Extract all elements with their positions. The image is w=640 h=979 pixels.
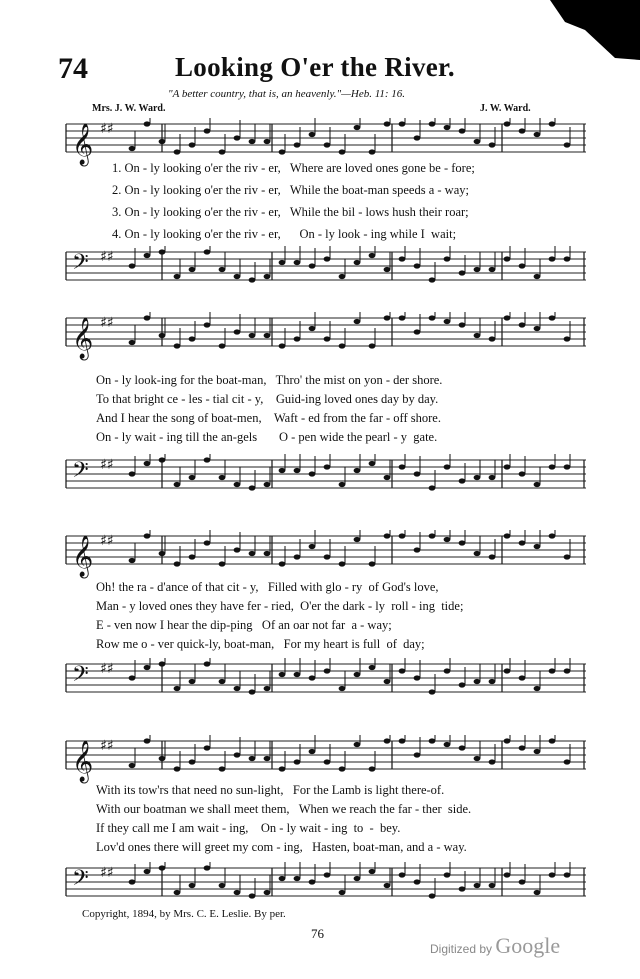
note-head (354, 876, 361, 881)
note-head (249, 551, 256, 556)
note-head (564, 668, 571, 673)
note-head (324, 554, 331, 559)
verse-1-line: Oh! the ra - d'ance of that cit - y, Filled with glo - ry of God's love, (96, 580, 439, 594)
note-head (249, 139, 256, 144)
note-head (159, 756, 166, 761)
note-head (204, 249, 211, 254)
key-signature-icon: ♯♯ (100, 865, 114, 881)
note-head (219, 475, 226, 480)
note-head (354, 260, 361, 265)
note-head (189, 883, 196, 888)
note-head (399, 256, 406, 261)
note-head (294, 672, 301, 677)
note-head (489, 883, 496, 888)
note-head (264, 139, 271, 144)
note-head (504, 668, 511, 673)
note-head (249, 485, 256, 490)
treble-clef-icon: 𝄞 (72, 124, 94, 165)
copyright-notice: Copyright, 1894, by Mrs. C. E. Leslie. By per. (82, 908, 286, 920)
bass-clef-icon: 𝄢 (72, 662, 89, 692)
note-head (549, 464, 556, 469)
note-head (369, 561, 376, 566)
note-head (474, 883, 481, 888)
note-head (264, 686, 271, 691)
note-head (129, 879, 136, 884)
note-head (504, 872, 511, 877)
verse-2-line: Man - y loved ones they have fer - ried, O'er the dark - ly roll - ing tide; (96, 599, 464, 613)
note-head (129, 146, 136, 151)
note-head (399, 668, 406, 673)
note-head (279, 672, 286, 677)
note-head (384, 679, 391, 684)
note-head (414, 263, 421, 268)
note-head (489, 336, 496, 341)
verse-4-line: On - ly wait - ing till the an-gels O - pen wide the pearl - y gate. (96, 430, 438, 444)
note-head (159, 139, 166, 144)
note-head (459, 540, 466, 545)
note-head (279, 561, 286, 566)
note-head (429, 121, 436, 126)
bass-staff (62, 246, 590, 306)
note-head (144, 315, 151, 320)
note-head (309, 879, 316, 884)
note-head (294, 336, 301, 341)
note-head (504, 256, 511, 261)
note-head (189, 336, 196, 341)
note-head (534, 482, 541, 487)
note-head (519, 745, 526, 750)
note-head (234, 135, 241, 140)
note-head (234, 752, 241, 757)
note-head (444, 125, 451, 130)
note-head (384, 533, 391, 538)
note-head (534, 544, 541, 549)
note-head (219, 766, 226, 771)
note-head (519, 471, 526, 476)
treble-staff (62, 735, 590, 787)
note-head (249, 756, 256, 761)
verse-2-line: To that bright ce - les - tial cit - y, Guid-ing loved ones day by day. (96, 392, 439, 406)
note-head (474, 333, 481, 338)
note-head (489, 267, 496, 272)
note-head (234, 547, 241, 552)
music-system-4 (62, 735, 590, 915)
note-head (354, 468, 361, 473)
note-head (144, 121, 151, 126)
note-head (249, 333, 256, 338)
note-head (294, 876, 301, 881)
note-head (459, 682, 466, 687)
key-signature-icon: ♯♯ (100, 315, 114, 331)
note-head (309, 263, 316, 268)
epigraph: "A better country, that is, an heavenly."—Heb. 11: 16. (168, 88, 406, 100)
note-head (384, 121, 391, 126)
note-head (324, 668, 331, 673)
note-head (459, 745, 466, 750)
note-head (504, 738, 511, 743)
note-head (204, 457, 211, 462)
note-head (159, 551, 166, 556)
note-head (549, 533, 556, 538)
note-head (264, 274, 271, 279)
bass-staff (62, 658, 590, 718)
note-head (219, 267, 226, 272)
note-head (144, 665, 151, 670)
note-head (264, 482, 271, 487)
note-head (444, 742, 451, 747)
note-head (264, 333, 271, 338)
bass-clef-icon: 𝄢 (72, 458, 89, 488)
note-head (414, 752, 421, 757)
note-head (474, 267, 481, 272)
note-head (384, 315, 391, 320)
note-head (294, 260, 301, 265)
note-head (459, 128, 466, 133)
note-head (144, 461, 151, 466)
note-head (474, 475, 481, 480)
note-head (429, 689, 436, 694)
note-head (489, 475, 496, 480)
note-head (429, 738, 436, 743)
note-head (399, 315, 406, 320)
note-head (504, 315, 511, 320)
verse-1-line: On - ly look-ing for the boat-man, Thro' the mist on yon - der shore. (96, 373, 443, 387)
note-head (324, 336, 331, 341)
note-head (549, 668, 556, 673)
key-signature-icon: ♯♯ (100, 533, 114, 549)
note-head (519, 879, 526, 884)
key-signature-icon: ♯♯ (100, 661, 114, 677)
note-head (489, 554, 496, 559)
note-head (564, 759, 571, 764)
verse-1-line: 1. On - ly looking o'er the riv - er, Where are loved ones gone be - fore; (112, 161, 475, 175)
verse-3-line: E - ven now I hear the dip-ping Of an oar not far a - way; (96, 618, 392, 632)
note-head (519, 128, 526, 133)
note-head (339, 482, 346, 487)
note-head (339, 149, 346, 154)
note-head (504, 533, 511, 538)
note-head (399, 533, 406, 538)
note-head (219, 561, 226, 566)
note-head (189, 554, 196, 559)
note-head (219, 149, 226, 154)
note-head (159, 457, 166, 462)
verse-1-line: With its tow'rs that need no sun-light, For the Lamb is light there-of. (96, 783, 445, 797)
verse-4-line: Row me o - ver quick-ly, boat-man, For my heart is full of day; (96, 637, 425, 651)
note-head (384, 738, 391, 743)
note-head (129, 340, 136, 345)
note-head (219, 883, 226, 888)
treble-clef-icon: 𝄞 (72, 318, 94, 359)
note-head (144, 253, 151, 258)
key-signature-icon: ♯♯ (100, 249, 114, 265)
note-head (309, 675, 316, 680)
note-head (369, 253, 376, 258)
note-head (369, 343, 376, 348)
note-head (144, 738, 151, 743)
note-head (414, 879, 421, 884)
note-head (564, 554, 571, 559)
note-head (174, 686, 181, 691)
composer-credit: J. W. Ward. (480, 103, 531, 114)
note-head (564, 464, 571, 469)
note-head (534, 132, 541, 137)
note-head (549, 256, 556, 261)
note-head (309, 471, 316, 476)
note-head (369, 766, 376, 771)
note-head (429, 485, 436, 490)
note-head (399, 121, 406, 126)
note-head (444, 537, 451, 542)
verse-4-line: 4. On - ly looking o'er the riv - er, On - ly look - ing while I wait; (112, 227, 457, 241)
verse-3-line: If they call me I am wait - ing, On - ly wait - ing to - bey. (96, 821, 401, 835)
note-head (354, 672, 361, 677)
note-head (324, 759, 331, 764)
note-head (264, 756, 271, 761)
note-head (534, 890, 541, 895)
note-head (339, 343, 346, 348)
note-head (294, 142, 301, 147)
note-head (129, 471, 136, 476)
note-head (279, 343, 286, 348)
note-head (309, 132, 316, 137)
note-head (399, 738, 406, 743)
note-head (249, 277, 256, 282)
note-head (234, 329, 241, 334)
note-head (234, 274, 241, 279)
note-head (174, 561, 181, 566)
note-head (129, 763, 136, 768)
verse-2-line: With our boatman we shall meet them, When we reach the far - ther side. (96, 802, 472, 816)
note-head (369, 665, 376, 670)
bass-staff (62, 454, 590, 514)
note-head (294, 554, 301, 559)
note-head (429, 315, 436, 320)
note-head (324, 142, 331, 147)
note-head (519, 675, 526, 680)
note-head (234, 890, 241, 895)
note-head (174, 149, 181, 154)
bass-clef-icon: 𝄢 (72, 866, 89, 896)
note-head (564, 336, 571, 341)
treble-staff (62, 530, 590, 582)
note-head (159, 865, 166, 870)
note-head (144, 869, 151, 874)
note-head (534, 749, 541, 754)
treble-clef-icon: 𝄞 (72, 741, 94, 782)
note-head (234, 482, 241, 487)
note-head (399, 872, 406, 877)
note-head (354, 742, 361, 747)
note-head (279, 876, 286, 881)
note-head (204, 322, 211, 327)
note-head (414, 135, 421, 140)
note-head (219, 679, 226, 684)
note-head (384, 475, 391, 480)
note-head (429, 277, 436, 282)
treble-staff (62, 312, 590, 364)
treble-clef-icon: 𝄞 (72, 536, 94, 577)
note-head (354, 125, 361, 130)
note-head (414, 675, 421, 680)
digitized-by-watermark (430, 933, 560, 959)
note-head (384, 267, 391, 272)
note-head (189, 679, 196, 684)
note-head (534, 686, 541, 691)
note-head (339, 766, 346, 771)
note-head (129, 675, 136, 680)
note-head (534, 274, 541, 279)
note-head (429, 893, 436, 898)
note-head (279, 149, 286, 154)
note-head (549, 315, 556, 320)
note-head (309, 326, 316, 331)
note-head (249, 689, 256, 694)
note-head (339, 686, 346, 691)
music-system-3 (62, 530, 590, 710)
google-logo: Google (495, 933, 561, 958)
note-head (159, 661, 166, 666)
note-head (264, 551, 271, 556)
note-head (354, 319, 361, 324)
verse-3-line: And I hear the song of boat-men, Waft - ed from the far - off shore. (96, 411, 441, 425)
note-head (384, 883, 391, 888)
note-head (339, 561, 346, 566)
note-head (129, 263, 136, 268)
bass-clef-icon: 𝄢 (72, 250, 89, 280)
note-head (219, 343, 226, 348)
note-head (159, 249, 166, 254)
note-head (204, 661, 211, 666)
note-head (189, 142, 196, 147)
key-signature-icon: ♯♯ (100, 121, 114, 137)
note-head (459, 270, 466, 275)
note-head (489, 679, 496, 684)
note-head (279, 468, 286, 473)
note-head (459, 322, 466, 327)
note-head (564, 872, 571, 877)
note-head (549, 121, 556, 126)
note-head (249, 893, 256, 898)
note-head (519, 263, 526, 268)
note-head (309, 749, 316, 754)
note-head (204, 540, 211, 545)
note-head (144, 533, 151, 538)
note-head (564, 256, 571, 261)
note-head (174, 890, 181, 895)
note-head (279, 766, 286, 771)
note-head (414, 329, 421, 334)
note-head (474, 756, 481, 761)
note-head (414, 471, 421, 476)
note-head (549, 872, 556, 877)
music-system-2 (62, 312, 590, 502)
note-head (339, 274, 346, 279)
note-head (444, 319, 451, 324)
note-head (324, 256, 331, 261)
note-head (204, 128, 211, 133)
note-head (174, 343, 181, 348)
note-head (354, 537, 361, 542)
note-head (174, 766, 181, 771)
note-head (174, 274, 181, 279)
note-head (324, 464, 331, 469)
note-head (399, 464, 406, 469)
note-head (279, 260, 286, 265)
note-head (429, 533, 436, 538)
note-head (309, 544, 316, 549)
note-head (504, 121, 511, 126)
note-head (459, 478, 466, 483)
note-head (189, 475, 196, 480)
note-head (489, 759, 496, 764)
note-head (159, 333, 166, 338)
note-head (204, 865, 211, 870)
note-head (444, 668, 451, 673)
note-head (369, 461, 376, 466)
note-head (264, 890, 271, 895)
note-head (189, 759, 196, 764)
hymn-title: Looking O'er the River. (175, 52, 455, 82)
note-head (504, 464, 511, 469)
note-head (129, 558, 136, 563)
note-head (474, 139, 481, 144)
music-system-1 (62, 118, 590, 298)
note-head (339, 890, 346, 895)
hymn-number: 74 (58, 52, 88, 85)
note-head (474, 679, 481, 684)
note-head (294, 759, 301, 764)
note-head (174, 482, 181, 487)
note-head (324, 872, 331, 877)
note-head (369, 149, 376, 154)
verse-4-line: Lov'd ones there will greet my com - ing, Hasten, boat-man, and a - way. (96, 840, 467, 854)
note-head (369, 869, 376, 874)
note-head (534, 326, 541, 331)
verse-2-line: 2. On - ly looking o'er the riv - er, While the boat-man speeds a - way; (112, 183, 469, 197)
note-head (519, 322, 526, 327)
note-head (234, 686, 241, 691)
note-head (444, 256, 451, 261)
note-head (444, 464, 451, 469)
note-head (564, 142, 571, 147)
note-head (489, 142, 496, 147)
note-head (204, 745, 211, 750)
note-head (549, 738, 556, 743)
note-head (474, 551, 481, 556)
note-head (414, 547, 421, 552)
key-signature-icon: ♯♯ (100, 738, 114, 754)
digitized-label: Digitized by (430, 942, 493, 956)
note-head (444, 872, 451, 877)
note-head (459, 886, 466, 891)
page-number: 76 (311, 926, 324, 941)
key-signature-icon: ♯♯ (100, 457, 114, 473)
verse-3-line: 3. On - ly looking o'er the riv - er, While the bil - lows hush their roar; (112, 205, 469, 219)
lyricist-credit: Mrs. J. W. Ward. (92, 103, 166, 114)
note-head (189, 267, 196, 272)
note-head (519, 540, 526, 545)
note-head (294, 468, 301, 473)
